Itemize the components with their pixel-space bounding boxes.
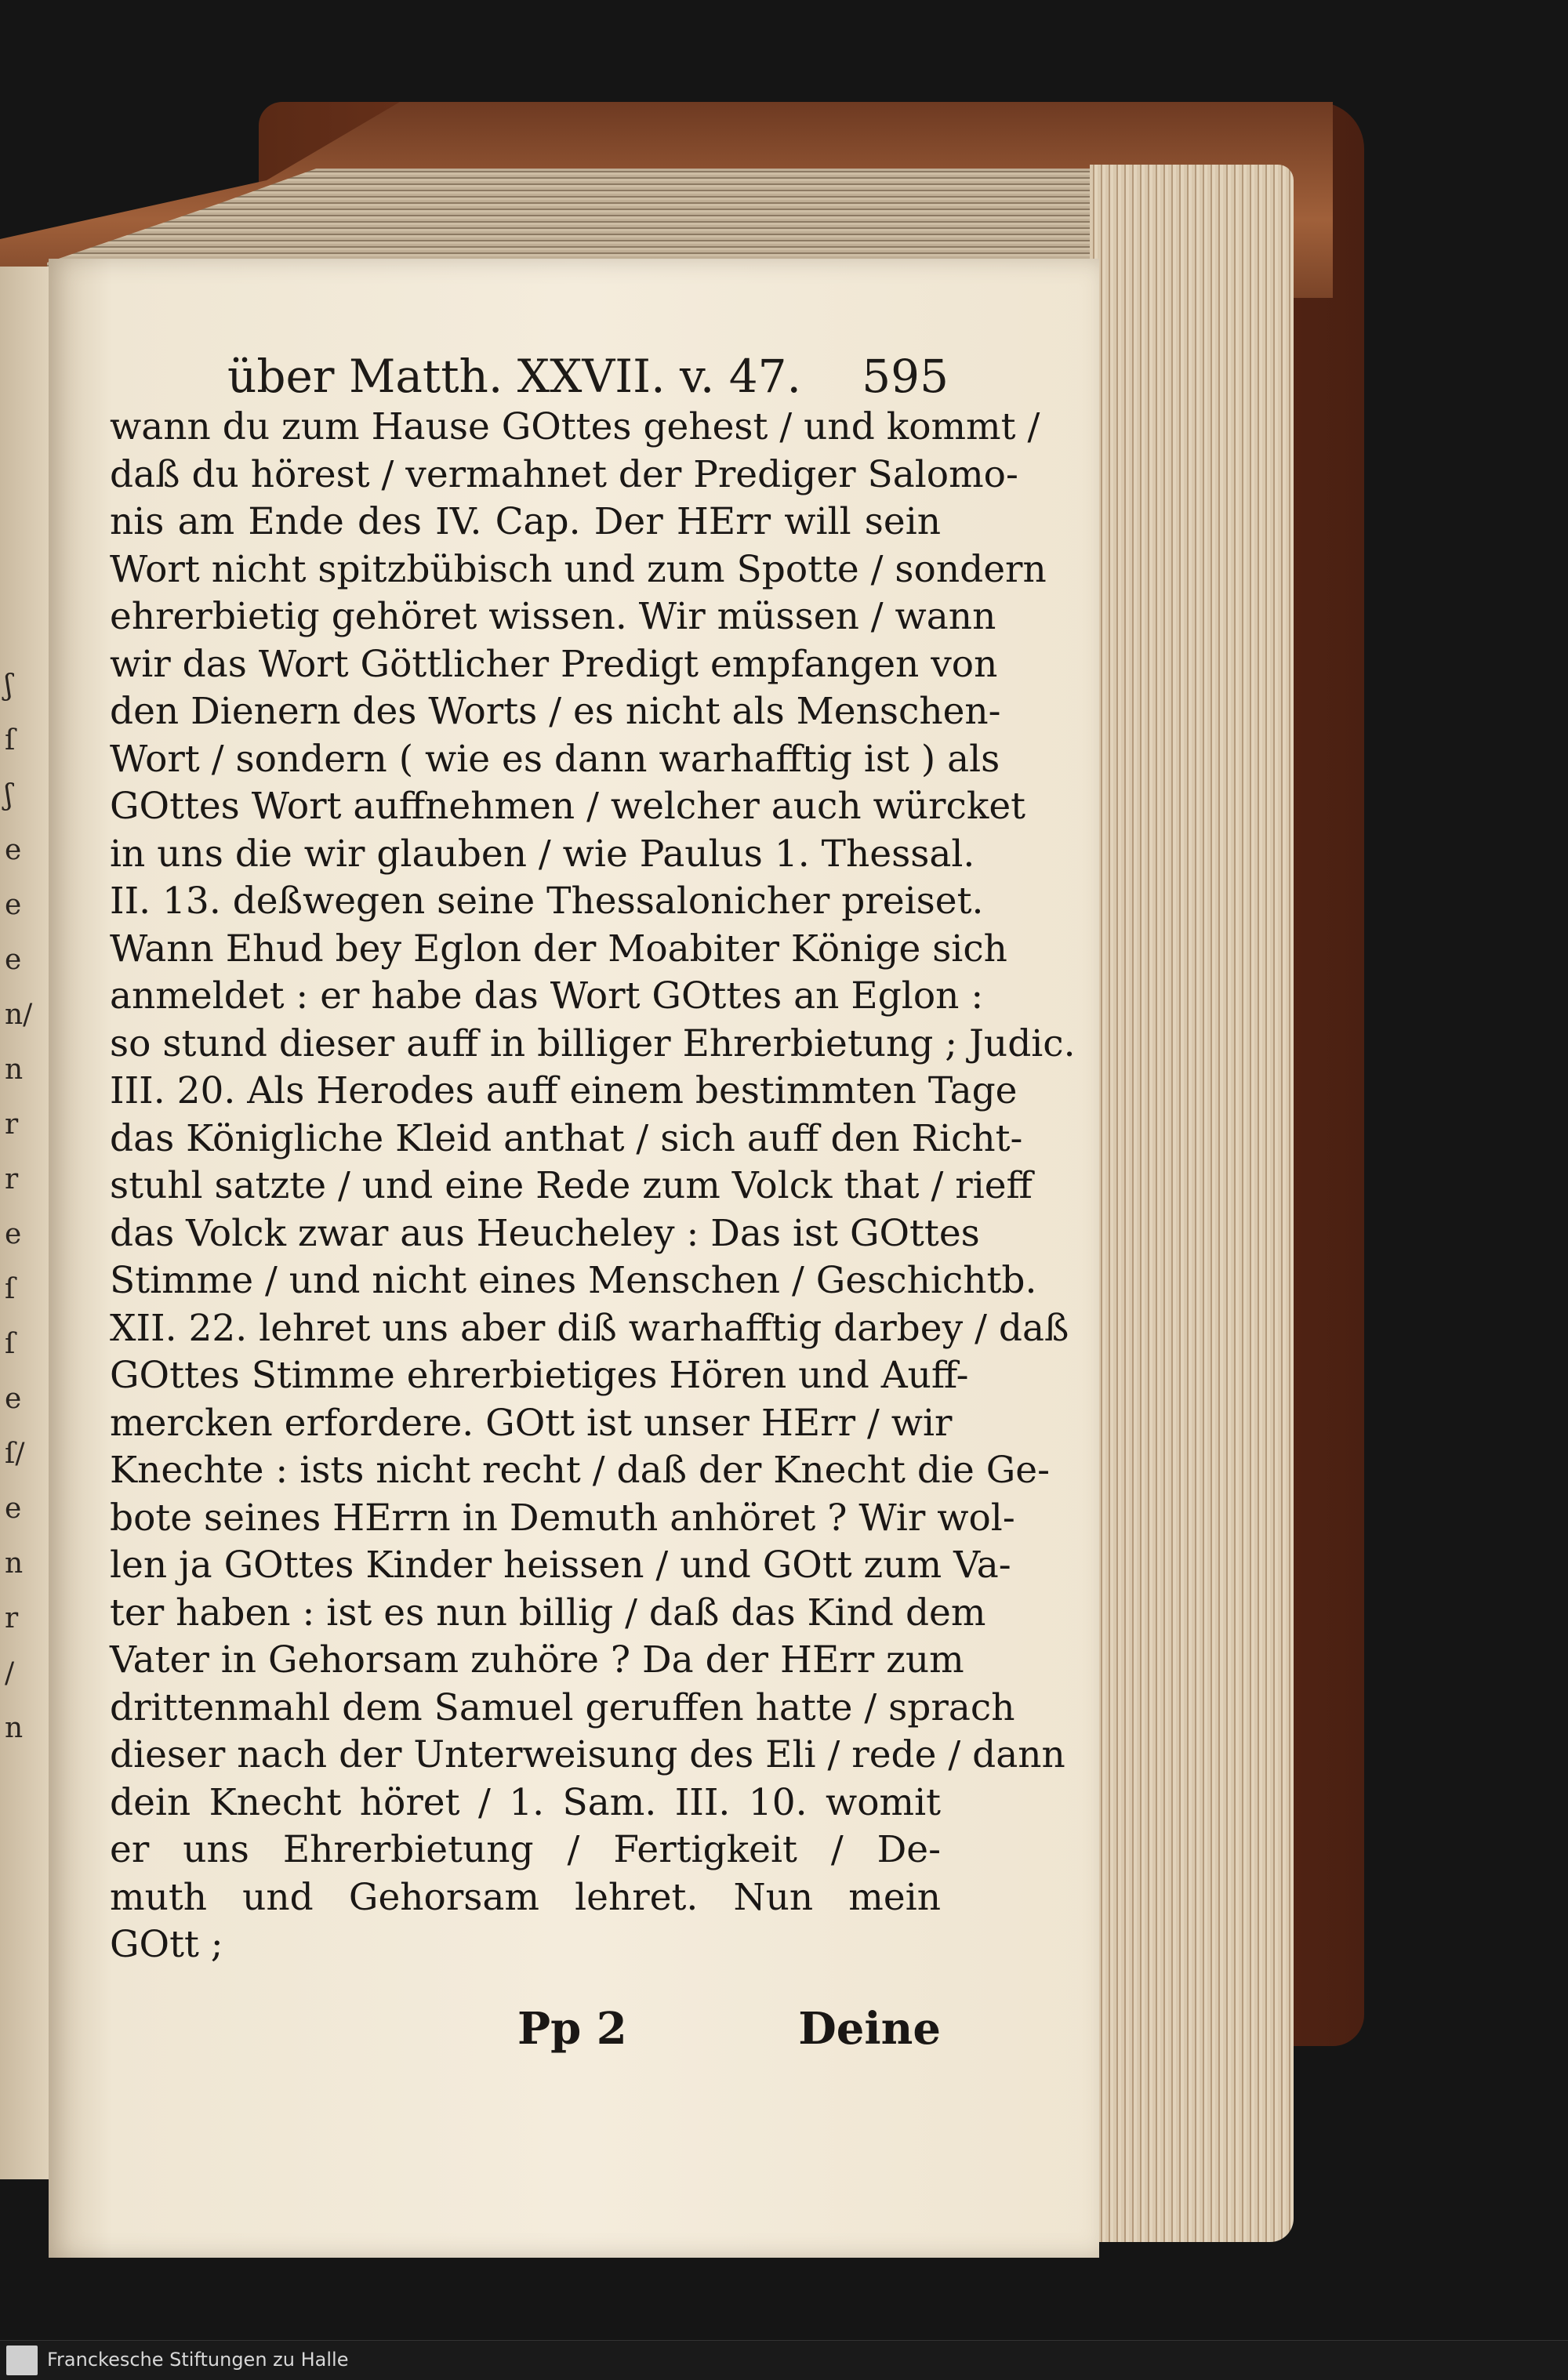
text-line: Wann Ehud bey Eglon der Moabiter Könige sich bbox=[110, 927, 1007, 971]
page-number: 595 bbox=[862, 350, 949, 403]
page-edges-side bbox=[1090, 165, 1294, 2242]
left-page-fragment: e bbox=[5, 1218, 22, 1250]
text-line: daß du hörest / vermahnet der Prediger Salomo- bbox=[110, 452, 1018, 496]
text-line: len ja GOttes Kinder heissen / und GOtt zum Va- bbox=[110, 1544, 1011, 1587]
catchword: Deine bbox=[798, 2003, 941, 2055]
running-head: über Matth. XXVII. v. 47. bbox=[227, 350, 801, 403]
left-page-fragment: ſ bbox=[5, 1328, 16, 1360]
text-line: ehrerbietig gehöret wissen. Wir müssen / wann bbox=[110, 595, 996, 638]
left-page-fragment: ſ bbox=[5, 724, 16, 756]
page-footer bbox=[517, 2003, 941, 2066]
text-line: das Volck zwar aus Heucheley : Das ist GOttes bbox=[110, 1211, 980, 1255]
text-line: er uns Ehrerbietung / Fertigkeit / De- bbox=[110, 1828, 941, 1871]
left-page-fragment: n bbox=[5, 1054, 24, 1086]
text-line: Vater in Gehorsam zuhöre ? Da der HErr zum bbox=[110, 1638, 964, 1682]
left-page-fragment: e bbox=[5, 834, 22, 866]
left-page-fragment: ſ/ bbox=[5, 1438, 25, 1470]
left-page-fragment: e bbox=[5, 889, 22, 921]
text-line: Stimme / und nicht eines Menschen / Geschichtb. bbox=[110, 1259, 1037, 1302]
text-line: II. 13. deßwegen seine Thessalonicher preiset. bbox=[110, 880, 984, 923]
left-page-fragment: r bbox=[5, 1163, 19, 1195]
left-page-fragment: r bbox=[5, 1602, 19, 1634]
text-line: drittenmahl dem Samuel geruffen hatte / sprach bbox=[110, 1685, 1015, 1729]
left-page-fragment: e bbox=[5, 1493, 22, 1525]
left-page-fragment: n/ bbox=[5, 999, 33, 1031]
text-line: Knechte : ists nicht recht / daß der Knecht die Ge- bbox=[110, 1449, 1050, 1492]
left-page-fragment: n bbox=[5, 1712, 24, 1744]
text-line: in uns die wir glauben / wie Paulus 1. Thessal. bbox=[110, 832, 975, 876]
text-line: mercken erfordere. GOtt ist unser HErr / wir bbox=[110, 1401, 953, 1445]
text-line: III. 20. Als Herodes auff einem bestimmten Tage bbox=[110, 1069, 1018, 1112]
text-line: wir das Wort Göttlicher Predigt empfangen von bbox=[110, 642, 998, 686]
left-page-fragment: ʃ bbox=[5, 669, 13, 702]
body-text bbox=[110, 404, 1076, 1969]
left-page-fragments bbox=[5, 658, 44, 1756]
text-line: bote seines HErrn in Demuth anhöret ? Wir wol- bbox=[110, 1496, 1015, 1540]
text-line: GOtt ; bbox=[110, 1923, 223, 1966]
left-page-fragment: e bbox=[5, 944, 22, 976]
institution-name: Franckesche Stiftungen zu Halle bbox=[47, 2349, 349, 2371]
text-line: GOttes Stimme ehrerbietiges Hören und Auff- bbox=[110, 1354, 969, 1397]
text-line: ter haben : ist es nun billig / daß das Kind dem bbox=[110, 1591, 986, 1634]
text-line: dieser nach der Unterweisung des Eli / rede / dann bbox=[110, 1733, 1065, 1776]
text-line: den Dienern des Worts / es nicht als Menschen- bbox=[110, 690, 1001, 733]
text-line: so stund dieser auff in billiger Ehrerbietung ; Judic. bbox=[110, 1021, 1076, 1065]
text-line: das Königliche Kleid anthat / sich auff den Richt- bbox=[110, 1116, 1023, 1160]
left-page-fragment: n bbox=[5, 1547, 24, 1580]
text-line: XII. 22. lehret uns aber diß warhafftig darbey / daß bbox=[110, 1306, 1069, 1350]
watermark-bar bbox=[0, 2340, 1568, 2380]
text-line: wann du zum Hause GOttes gehest / und kommt / bbox=[110, 405, 1040, 448]
text-line: muth und Gehorsam lehret. Nun mein bbox=[110, 1875, 941, 1919]
left-page-fragment: ſ bbox=[5, 1273, 16, 1305]
page-header bbox=[227, 345, 949, 408]
text-line: Wort nicht spitzbübisch und zum Spotte / sondern bbox=[110, 547, 1047, 591]
left-page-fragment: r bbox=[5, 1108, 19, 1141]
left-page-fragment: e bbox=[5, 1383, 22, 1415]
text-line: dein Knecht höret / 1. Sam. III. 10. womit bbox=[110, 1780, 941, 1824]
text-line: Wort / sondern ( wie es dann warhafftig ist ) als bbox=[110, 737, 1000, 781]
text-line: stuhl satzte / und eine Rede zum Volck that / rieff bbox=[110, 1164, 1033, 1207]
institution-logo-icon bbox=[6, 2346, 38, 2375]
text-line: GOttes Wort auffnehmen / welcher auch würcket bbox=[110, 785, 1026, 828]
text-line: nis am Ende des IV. Cap. Der HErr will sein bbox=[110, 500, 941, 543]
left-page-fragment: / bbox=[5, 1657, 15, 1689]
signature-mark: Pp 2 bbox=[517, 2003, 627, 2055]
left-page-fragment: ʃ bbox=[5, 779, 13, 811]
text-line: anmeldet : er habe das Wort GOttes an Eglon : bbox=[110, 974, 984, 1018]
